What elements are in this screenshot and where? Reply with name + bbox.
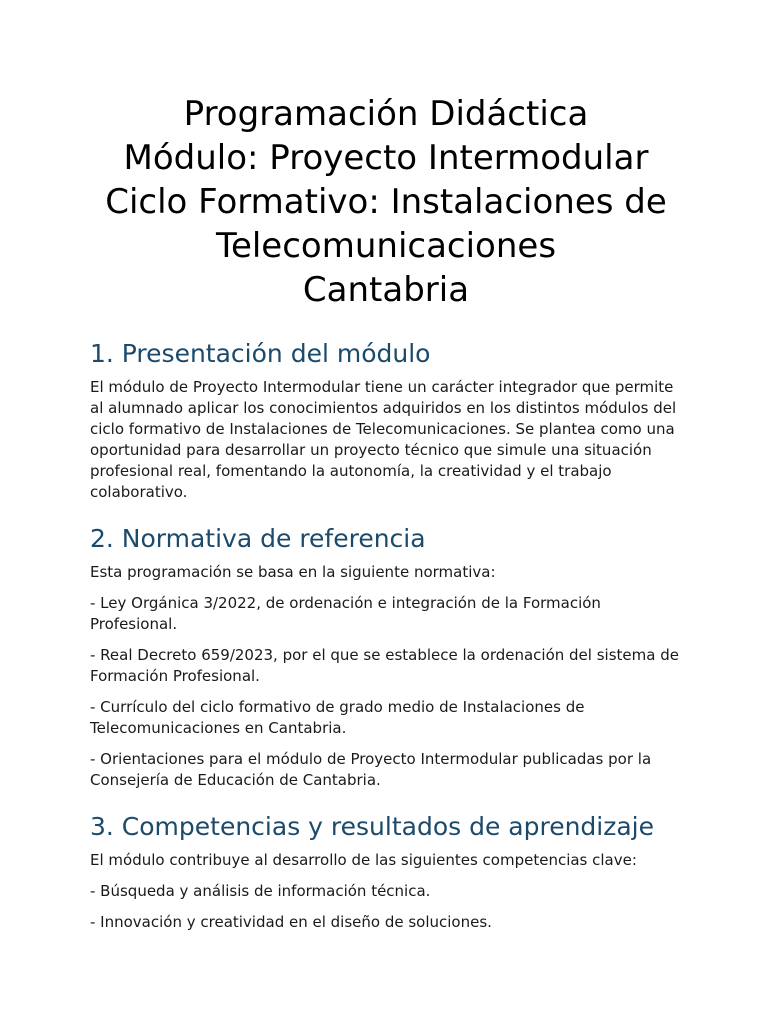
paragraph: Esta programación se basa en la siguiente normativa: [90,563,496,581]
paragraph: El módulo de Proyecto Intermodular tiene un carácter integrador que permite al alumnado aplicar los conocimientos adquiridos en los distintos módulos del ciclo formativo de Instalaciones de Telecomunicaciones. Se plantea como una oportunidad para desarrollar un proyecto técnico que simule una situación profesional real, fomentando la autonomía, la creatividad y el trabajo colaborativo. [90,378,677,501]
paragraph: El módulo contribuye al desarrollo de las siguientes competencias clave: [90,851,637,869]
document-title [90,92,682,312]
title-line: Telecomunicaciones [215,226,557,266]
list-item: - Real Decreto 659/2023, por el que se establece la ordenación del sistema de Formación Profesional. [90,646,679,685]
title-line: Ciclo Formativo: Instalaciones de [105,182,667,222]
list-item: - Innovación y creatividad en el diseño de soluciones. [90,913,492,931]
section-competencias [90,811,682,933]
list-item: - Orientaciones para el módulo de Proyecto Intermodular publicadas por la Consejería de Educación de Cantabria. [90,750,652,789]
section-heading: 3. Competencias y resultados de aprendizaje [90,812,655,841]
title-line: Programación Didáctica [183,94,589,134]
title-line: Módulo: Proyecto Intermodular [123,138,649,178]
section-heading: 2. Normativa de referencia [90,524,426,553]
section-heading: 1. Presentación del módulo [90,339,431,368]
list-item: - Ley Orgánica 3/2022, de ordenación e integración de la Formación Profesional. [90,594,601,633]
section-presentacion [90,338,682,503]
list-item: - Currículo del ciclo formativo de grado medio de Instalaciones de Telecomunicaciones en Cantabria. [90,698,585,737]
section-normativa [90,523,682,791]
list-item: - Búsqueda y análisis de información técnica. [90,882,431,900]
document-page [90,92,682,943]
title-line: Cantabria [302,270,470,310]
